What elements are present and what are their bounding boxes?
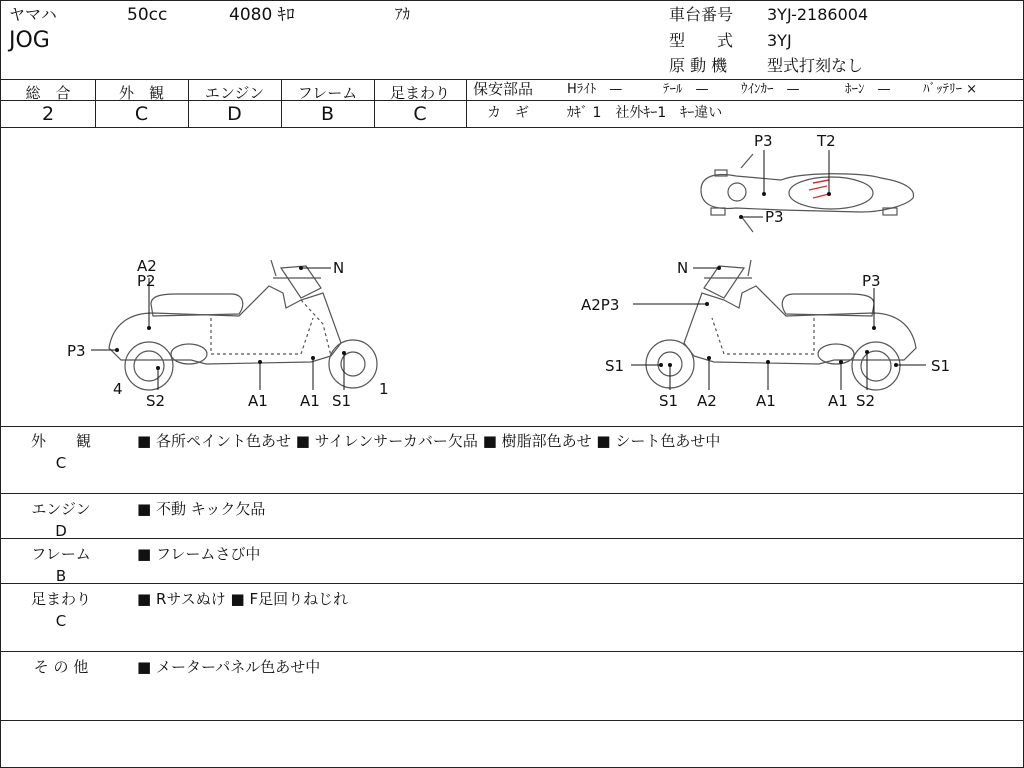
- label-p2: P2: [137, 272, 156, 290]
- grade-value: 2: [41, 103, 55, 125]
- grade-label: フレーム: [297, 84, 358, 102]
- grade-table: [1, 79, 467, 128]
- section-note: ■ 不動 キック欠品: [137, 500, 266, 518]
- label-s2: S2: [856, 392, 876, 410]
- grade-suspension: [374, 79, 467, 127]
- header-block: [1, 1, 1023, 80]
- grade-overall: [1, 79, 96, 127]
- grade-exterior: [95, 79, 189, 127]
- maker: ヤマハ: [9, 5, 57, 24]
- grade-label: 総 合: [25, 84, 71, 102]
- label-a1: A1: [828, 392, 848, 410]
- label-4: 4: [113, 380, 123, 398]
- section-grade: B: [55, 567, 67, 585]
- section-title: 足まわり: [30, 590, 91, 608]
- section-grade: C: [55, 612, 67, 630]
- section-title: そ の 他: [33, 658, 89, 676]
- section-note: ■ Rサスぬけ ■ F足回りねじれ: [137, 590, 349, 608]
- label-s1: S1: [659, 392, 679, 410]
- key-label: カ ギ: [487, 105, 529, 121]
- safety-parts-label: 保安部品: [473, 80, 534, 98]
- grade-label: エンジン: [204, 84, 265, 102]
- scooter-diagram: [1, 128, 1023, 426]
- frame-no-label: 車台番号: [669, 5, 734, 24]
- label-a1: A1: [248, 392, 268, 410]
- section-note: ■ フレームさび中: [137, 545, 261, 563]
- label-a1: A1: [756, 392, 776, 410]
- grade-frame: [281, 79, 375, 127]
- label-a2: A2: [137, 257, 157, 275]
- grade-value: C: [134, 103, 149, 125]
- section-title: 外 観: [30, 432, 91, 450]
- type-value: 3YJ: [767, 31, 792, 50]
- label-p3: P3: [862, 272, 881, 290]
- section-engine: [1, 494, 1023, 539]
- headlight-status: Hﾗｲﾄ —: [567, 82, 623, 97]
- section-title: フレーム: [31, 545, 91, 563]
- section-frame: [1, 539, 1023, 584]
- label-a2p3: A2P3: [581, 296, 620, 314]
- engine-value: 型式打刻なし: [767, 56, 864, 75]
- displacement: 50cc: [127, 5, 168, 25]
- grade-label: 外 観: [118, 84, 164, 102]
- label-1: 1: [379, 380, 389, 398]
- safety-parts: [467, 79, 1023, 128]
- battery-status: ﾊﾞｯﾃﾘｰ ×: [923, 82, 978, 97]
- section-grade: D: [55, 522, 67, 540]
- section-note: ■ メーターパネル色あせ中: [137, 658, 321, 676]
- section-other: [1, 652, 1023, 721]
- damage-diagram: [1, 128, 1023, 427]
- grade-label: 足まわり: [389, 84, 450, 102]
- mileage: 4080 ｷﾛ: [229, 5, 295, 25]
- label-t2: T2: [817, 132, 836, 150]
- label-n: N: [677, 259, 689, 277]
- label-p3: P3: [754, 132, 773, 150]
- key-value: ｶｷﾞ 1 社外ｷｰ1 ｷｰ違い: [567, 105, 723, 121]
- section-label: [1, 498, 121, 542]
- section-exterior: [1, 426, 1023, 494]
- winker-status: ｳｲﾝｶｰ —: [741, 82, 800, 97]
- type-label: 型 式: [669, 31, 734, 50]
- section-label: [1, 656, 121, 678]
- section-label: [1, 543, 121, 587]
- scratch-mark: [809, 180, 829, 198]
- grade-value: B: [320, 103, 335, 125]
- section-note: ■ 各所ペイント色あせ ■ サイレンサーカバー欠品 ■ 樹脂部色あせ ■ シート色あせ中: [137, 432, 721, 450]
- frame-no: 3YJ-2186004: [767, 5, 869, 24]
- section-title: エンジン: [31, 500, 91, 518]
- label-a2: A2: [697, 392, 717, 410]
- label-n: N: [333, 259, 345, 277]
- grade-value: C: [413, 103, 427, 125]
- section-grade: C: [55, 454, 67, 472]
- label-s2: S2: [146, 392, 166, 410]
- tail-status: ﾃｰﾙ —: [663, 82, 709, 97]
- section-label: [1, 588, 121, 632]
- label-s1: S1: [605, 357, 625, 375]
- section-suspension: [1, 584, 1023, 652]
- label-p3: P3: [67, 342, 86, 360]
- label-s1: S1: [332, 392, 352, 410]
- scooter-top-view: [701, 154, 914, 232]
- color: ｱｶ: [395, 5, 411, 23]
- horn-status: ﾎｰﾝ —: [845, 82, 891, 97]
- label-a1: A1: [300, 392, 320, 410]
- label-p3: P3: [765, 208, 784, 226]
- engine-label: 原 動 機: [669, 56, 728, 75]
- grade-engine: [188, 79, 282, 127]
- model-name: JOG: [9, 28, 50, 53]
- section-label: [1, 430, 121, 474]
- label-s1: S1: [931, 357, 951, 375]
- grade-value: D: [227, 103, 242, 125]
